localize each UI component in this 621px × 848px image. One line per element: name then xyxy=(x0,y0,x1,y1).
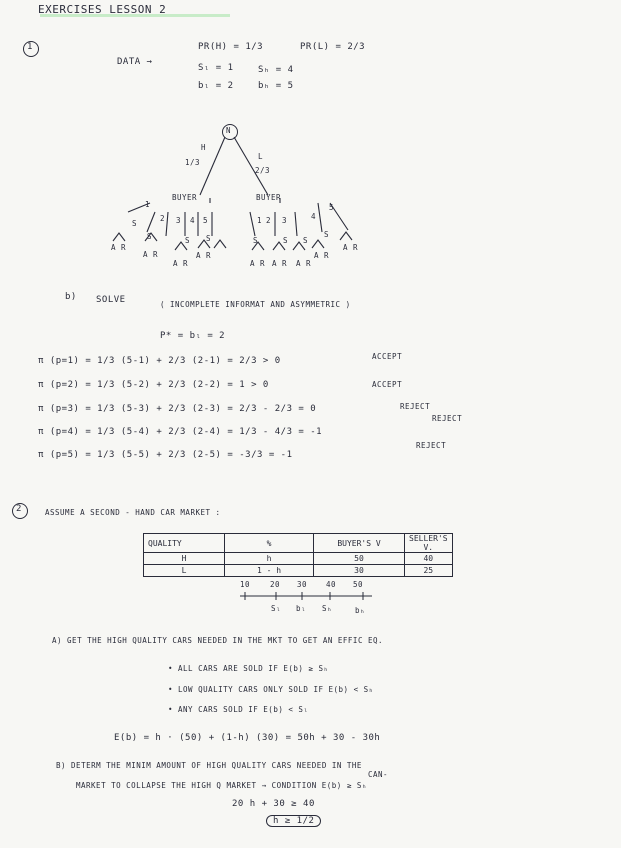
table-cell: 1 - h xyxy=(225,565,314,577)
axis-point-label: Sₗ xyxy=(271,604,282,613)
axis-point-label: bₗ xyxy=(296,604,307,613)
leaf-actions: A R xyxy=(173,259,189,268)
right-price-3: 3 xyxy=(282,216,288,225)
table-cell: L xyxy=(144,565,225,577)
inequality: 20 h + 30 ≥ 40 xyxy=(232,799,315,809)
prob-low: PR(L) = 2/3 xyxy=(300,42,366,52)
profit-row-2-result: ACCEPT xyxy=(372,380,403,389)
final-answer: h ≥ 1/2 xyxy=(266,815,321,827)
bullet-3: • ANY CARS SOLD IF E(b) < Sₗ xyxy=(168,705,309,714)
data-label: DATA → xyxy=(117,57,153,67)
bullet-2: • LOW QUALITY CARS ONLY SOLD IF E(b) < Sₕ xyxy=(168,685,374,694)
page-title: EXERCISES LESSON 2 xyxy=(38,3,167,16)
bullet-1: • ALL CARS ARE SOLD IF E(b) ≥ Sₕ xyxy=(168,664,329,673)
table-cell: 50 xyxy=(314,553,405,565)
exercise-2-number: 2 xyxy=(16,504,22,514)
left-price-1: 1 xyxy=(145,200,151,209)
table-header: SELLER'S V. xyxy=(405,534,453,553)
seller-node: S xyxy=(206,234,212,243)
left-price-4: 4 xyxy=(190,216,196,225)
right-buyer-node: BUYER xyxy=(256,193,282,202)
right-price-5: 5 xyxy=(329,203,335,212)
axis-tick-label: 40 xyxy=(326,580,337,589)
buyer-low: bₗ = 2 xyxy=(198,81,234,91)
table-header: QUALITY xyxy=(144,534,225,553)
axis-point-label: Sₕ xyxy=(322,604,333,613)
leaf-actions: A R xyxy=(343,243,359,252)
table-cell: h xyxy=(225,553,314,565)
solve-label: SOLVE xyxy=(96,295,126,305)
seller-low: Sₗ = 1 xyxy=(198,63,234,73)
seller-node: S xyxy=(132,219,138,228)
leaf-actions: A R xyxy=(196,251,212,260)
axis-tick-label: 10 xyxy=(240,580,251,589)
nature-node-label: N xyxy=(226,126,232,135)
seller-node: S xyxy=(185,236,191,245)
left-price-2: 2 xyxy=(160,214,166,223)
branch-h-label: H xyxy=(201,143,207,152)
profit-row-5-result: REJECT xyxy=(416,441,447,450)
profit-row-1: π (p=1) = 1/3 (5-1) + 2/3 (2-1) = 2/3 > 0 xyxy=(38,356,281,366)
profit-row-5: π (p=5) = 1/3 (5-5) + 2/3 (2-5) = -3/3 = -1 xyxy=(38,450,293,460)
part-b-line-2: MARKET TO COLLAPSE THE HIGH Q MARKET → CONDITION E(b) ≥ Sₕ xyxy=(76,781,367,790)
leaf-actions: A R xyxy=(314,251,330,260)
exercise-2-title: ASSUME A SECOND - HAND CAR MARKET : xyxy=(45,508,221,517)
right-price-4: 4 xyxy=(311,212,317,221)
solve-note: ( INCOMPLETE INFORMAT AND ASYMMETRIC ) xyxy=(160,300,351,309)
part-b-label: b) xyxy=(65,292,77,302)
profit-row-1-result: ACCEPT xyxy=(372,352,403,361)
axis-tick-label: 50 xyxy=(353,580,364,589)
axis-tick-label: 30 xyxy=(297,580,308,589)
branch-l-prob: 2/3 xyxy=(255,166,271,175)
right-price-2: 2 xyxy=(266,216,272,225)
leaf-actions: A R xyxy=(250,259,266,268)
buyer-high: bₕ = 5 xyxy=(258,81,294,91)
profit-row-4: π (p=4) = 1/3 (5-4) + 2/3 (2-4) = 1/3 - 4/3 = -1 xyxy=(38,427,323,437)
table-cell: 25 xyxy=(405,565,453,577)
seller-node: S xyxy=(253,236,259,245)
part-a-text: A) GET THE HIGH QUALITY CARS NEEDED IN THE MKT TO GET AN EFFIC EQ. xyxy=(52,636,384,645)
prob-high: PR(H) = 1/3 xyxy=(198,42,264,52)
table-header: BUYER'S V xyxy=(314,534,405,553)
part-b-line-1: B) DETERM THE MINIM AMOUNT OF HIGH QUALITY CARS NEEDED IN THE xyxy=(56,761,362,770)
seller-node: S xyxy=(147,232,153,241)
table-cell: 40 xyxy=(405,553,453,565)
seller-node: S xyxy=(324,230,330,239)
leaf-actions: A R xyxy=(272,259,288,268)
optimal-price: P* = bₗ = 2 xyxy=(160,331,226,341)
branch-l-label: L xyxy=(258,152,264,161)
seller-high: Sₕ = 4 xyxy=(258,65,294,75)
profit-row-4-result: REJECT xyxy=(432,414,463,423)
part-b-note: CAN- xyxy=(368,770,389,779)
profit-row-2: π (p=2) = 1/3 (5-2) + 2/3 (2-2) = 1 > 0 xyxy=(38,380,269,390)
right-price-1: 1 xyxy=(257,216,263,225)
profit-row-3: π (p=3) = 1/3 (5-3) + 2/3 (2-3) = 2/3 - 2/3 = 0 xyxy=(38,404,317,414)
axis-point-label: bₕ xyxy=(355,606,366,615)
table-cell: 30 xyxy=(314,565,405,577)
seller-node: S xyxy=(303,236,309,245)
profit-row-3-result: REJECT xyxy=(400,402,431,411)
table-cell: H xyxy=(144,553,225,565)
leaf-actions: A R xyxy=(111,243,127,252)
expected-benefit: E(b) = h · (50) + (1-h) (30) = 50h + 30 - 30h xyxy=(114,733,381,743)
leaf-actions: A R xyxy=(296,259,312,268)
axis-tick-label: 20 xyxy=(270,580,281,589)
table-header: % xyxy=(225,534,314,553)
branch-h-prob: 1/3 xyxy=(185,158,201,167)
left-price-3: 3 xyxy=(176,216,182,225)
exercise-1-number: 1 xyxy=(27,42,33,52)
left-price-5: 5 xyxy=(203,216,209,225)
left-buyer-node: BUYER xyxy=(172,193,198,202)
seller-node: S xyxy=(283,236,289,245)
leaf-actions: A R xyxy=(143,250,159,259)
